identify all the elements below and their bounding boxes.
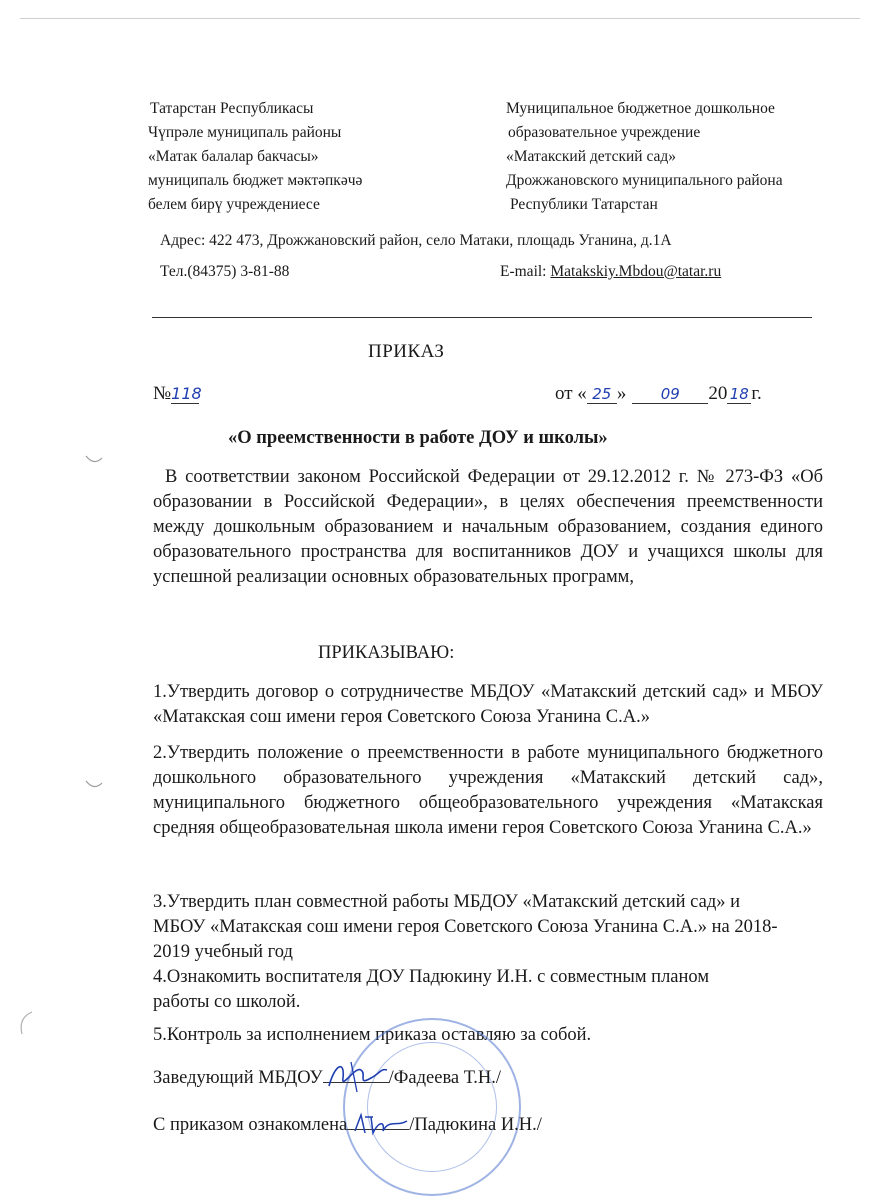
date-separator: » [616, 383, 627, 404]
handwritten-signature-icon [321, 1056, 391, 1096]
sig1-signature-line [323, 1082, 389, 1083]
header-right-line: образовательное учреждение [508, 124, 701, 141]
email-line [500, 263, 721, 281]
header-right-line: «Матакский детский сад» [506, 148, 677, 165]
punch-mark-icon [84, 777, 104, 793]
order-item-2: 2.Утвердить положение о преемственности в работе муниципального бюджетного дошкольного образовательного учреждения «Матакский детский сад», муниципального бюджетного общеобразовательного учреждения «Матакская средняя общеобразовательная школа имени героя Советского Союза Уганина С.А.» [153, 743, 823, 838]
header-right-line: Муниципальное бюджетное дошкольное [506, 100, 775, 117]
order-subject: «О преемственности в работе ДОУ и школы» [228, 428, 608, 448]
document-title: ПРИКАЗ [368, 341, 445, 362]
header-divider [152, 317, 812, 318]
order-item-3: 3.Утвердить план совместной работы МБДОУ «Матакский детский сад» и МБОУ «Матакская сош имени героя Советского Союза Уганина С.А.» на 2018-2019 учебный год [153, 892, 778, 962]
sig2-signature-line [347, 1129, 409, 1130]
page-top-edge [20, 18, 860, 19]
sig2-name: /Падюкина И.Н./ [409, 1115, 542, 1135]
order-item-5: 5.Контроль за исполнением приказа оставляю за собой. [153, 1025, 592, 1045]
number-prefix: № [153, 383, 172, 404]
email-label: E-mail: [500, 263, 551, 280]
signature-acknowledged [153, 1115, 542, 1136]
intro-paragraph: В соответствии законом Российской Федерации от 29.12.2012 г. № 273-ФЗ «Об образовании в Российской Федерации», в целях обеспечения преемственности между дошкольным образованием и начальным образованием, создания единого образовательного пространства для воспитанников ДОУ и учащихся школы для успешной реализации основных образовательных программ, [153, 467, 823, 587]
address: Адрес: 422 473, Дрожжановский район, село Матаки, площадь Уганина, д.1А [160, 232, 672, 249]
header-right-line: Республики Татарстан [510, 196, 658, 213]
header-left-line: «Матак балалар бакчасы» [148, 148, 319, 165]
order-word: ПРИКАЗЫВАЮ: [318, 643, 455, 663]
signature-head [153, 1068, 501, 1089]
handwritten-signature-icon [349, 1107, 415, 1143]
page-edge-mark-icon [8, 1008, 38, 1038]
date-year-prefix: 20 [708, 383, 728, 404]
order-date [555, 383, 762, 405]
header-left-line: муниципаль бюджет мәктәпкәчә [148, 172, 363, 189]
sig2-label: С приказом ознакомлена [153, 1115, 348, 1135]
order-item-1: 1.Утвердить договор о сотрудничестве МБДОУ «Матакский детский сад» и МБОУ «Матакская сош имени героя Советского Союза Уганина С.А.» [153, 682, 823, 727]
header-right-russian [506, 97, 783, 217]
email-link[interactable]: Matakskiy.Mbdou@tatar.ru [550, 263, 722, 280]
header-left-line: белем бирү учреждениесе [148, 196, 320, 213]
header-left-line: Чүпрәле муниципаль районы [148, 124, 342, 141]
handwritten-day: 25 [587, 385, 617, 404]
handwritten-year: 18 [727, 385, 751, 404]
sig1-label: Заведующий МБДОУ [153, 1068, 323, 1088]
order-number [153, 383, 202, 405]
phone: Тел.(84375) 3-81-88 [160, 263, 290, 280]
date-prefix: от « [555, 383, 587, 404]
header-left-line: Татарстан Республикасы [150, 100, 314, 117]
header-left-tatar [148, 97, 362, 217]
header-right-line: Дрожжановского муниципального района [506, 172, 783, 189]
order-item-4: 4.Ознакомить воспитателя ДОУ Падюкину И.Н. с совместным планом работы со школой. [153, 967, 710, 1012]
handwritten-month: 09 [632, 385, 708, 404]
punch-mark-icon [84, 452, 104, 468]
handwritten-number: 118 [171, 384, 202, 403]
date-suffix: г. [751, 383, 762, 404]
sig1-name: /Фадеева Т.Н./ [388, 1068, 501, 1088]
